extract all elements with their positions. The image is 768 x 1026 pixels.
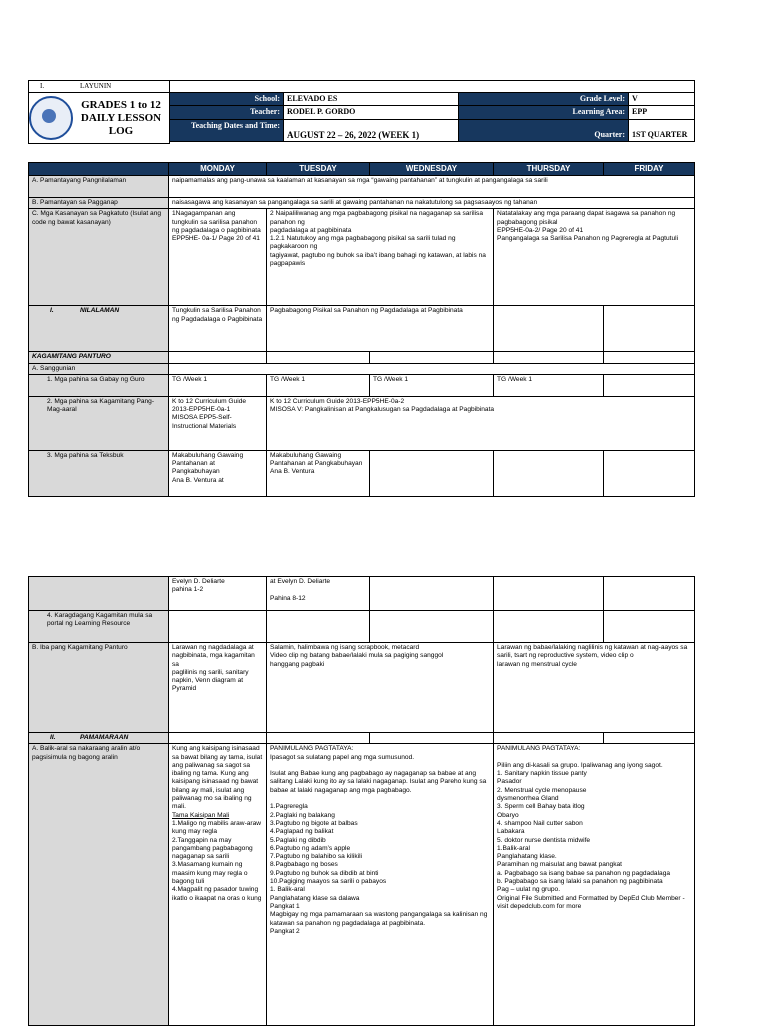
area-label: Learning Area: [459,106,629,119]
iba-pang-kagamitan-tue-wed: Salamin, halimbawa ng isang scrapbook, metacard Video clip ng batang babae/lalaki mula sa pagiging sanggol hanggang pagbaki [267,643,494,733]
nilalaman-tue-wed: Pagbabagong Pisikal sa Panahon ng Pagdadalaga at Pagbibinata [267,306,494,352]
teksbuk-cont-tuesday: at Evelyn D. Deliarte Pahina 8-12 [267,577,370,611]
day-friday: FRIDAY [604,163,695,176]
balik-aral-monday-intro: Kung ang kaisipang isinasaad sa bawat bilang ay tama, isulat ang paliwanag sa sagot sa ibaling ng tama. Kung ang kaisipang isinasaad ng bawat bilang ay mali, isulat ang paliwanag mo sa ibaling ng mali. [172,745,263,811]
area-value: EPP [629,106,695,119]
teksbuk-tuesday: Makabuluhang Gawaing Pantahanan at Pangkabuhayan Ana B. Ventura [267,450,370,496]
lesson-log-page-2 [0,576,768,1026]
grade-label: Grade Level: [459,93,629,106]
balik-aral-monday [169,744,267,1026]
kasanayan-label: C. Mga Kasanayan sa Pagkatuto (Isulat ang code ng bawat kasanayan) [29,209,169,306]
gabay-guro-thursday: TG /Week 1 [494,374,604,396]
title-line1: GRADES 1 to 12 [81,98,161,111]
balik-aral-thursday-items: 1. Sanitary napkin tissue panty Pasador 2. Menstrual cycle menopause dysmenorrhea Gland 3. Sperm cell Bahay bata itlog Obaryo 4. shampoo Nail cutter sabon Labakara 5. doktor nurse dentista midwife [497,770,591,844]
kasanayan-monday: 1Nagagampanan ang tungkulin sa sarilisa panahon ng pagdadalaga o pagbibinata EPP5HE- 0a-1/ Page 20 of 41 [169,209,267,306]
nilalaman-label: I. NILALAMAN [29,306,169,352]
balik-aral-thursday-intro: PANIMULANG PAGTATAYA: Piliin ang di-kasali sa grupo. Ipaliwanag ang iyong sagot. [497,745,663,769]
teksbuk-label: 3. Mga pahina sa Teksbuk [29,450,169,496]
day-wednesday: WEDNESDAY [370,163,494,176]
lesson-log-page-1 [0,80,768,497]
kasanayan-tue-wed: 2 Naipaliliwanag ang mga pagbabagong pisikal na nagaganap sa sarilisa panahon ng pagdadalaga at pagbibinata 1.2.1 Natutukoy ang mga pagbabagong pisikal sa sarili tulad ng pagkakaroon ng tagiyawat, pagtubo ng buhok sa iba’t ibang bahagi ng katawan, at labis na pagpapawis [267,209,494,306]
day-monday: MONDAY [169,163,267,176]
kagamitang-mag-aaral-rest: K to 12 Curriculum Guide 2013-EPP5HE-0a-2 MISOSA V: Pangkalinisan at Pangkalusugan sa Pagdadalaga at Pagbibinata [267,396,695,450]
balik-aral-thursday-tail: 1.Balik-aral Panglahatang klase. Paramihan ng maisulat ang bawat pangkat a. Pagbabago sa isang babae sa panahon ng pagdadalaga b. Pagbabago sa isang lalaki sa panahon ng pagbibinata Pag – uulat ng grupo. Original File Submitted and Formatted by DepEd Club Member - visit depedclub.com for more [497,844,685,910]
pamantayang-pangnilalaman-label: A. Pamantayang Pangnilalaman [29,176,169,198]
dates-value: AUGUST 22 – 26, 2022 (WEEK 1) [284,119,459,141]
karagdagang-kagamitan-label: 4. Karagdagang Kagamitan mula sa portal ng Learning Resource [29,611,169,643]
quarter-label: Quarter: [459,119,629,141]
layunin-row: I. LAYUNIN [29,81,170,93]
kagamitang-panturo-label: KAGAMITANG PANTURO [29,352,169,363]
pamantayan-pagganap-label: B. Pamantayan sa Pagganap [29,198,169,209]
header-table [28,80,695,144]
day-thursday: THURSDAY [494,163,604,176]
teksbuk-cont-monday: Evelyn D. Deliarte pahina 1-2 [169,577,267,611]
lesson-table-continued [28,576,695,1026]
balik-aral-monday-items: 1.Maligo ng mabilis araw-araw kung may regla 2.Tanggapin na may pangambang pagbabagong nagaganap sa sarili 3.Masamang kumain ng maasim kung may regla o bagong tuli 4.Magpalit ng pasador tuwing ikatlo o ikaapat na oras o kung [172,819,262,902]
pamantayang-pangnilalaman-text: naipamamalas ang pang-unawa sa kaalaman at kasanayan sa mga “gawaing pantahanan” at tungkulin at pangangalaga sa sarili [169,176,695,198]
balik-aral-thursday [494,744,695,1026]
gabay-guro-label: 1. Mga pahina sa Gabay ng Guro [29,374,169,396]
gabay-guro-tuesday: TG /Week 1 [267,374,370,396]
teacher-value: RODEL P. GORDO [284,106,459,119]
iba-pang-kagamitan-label: B. Iba pang Kagamitang Panturo [29,643,169,733]
school-value: ELEVADO ES [284,93,459,106]
balik-aral-label: A. Balik-aral sa nakaraang aralin at/o pagsisimula ng bagong aralin [29,744,169,1026]
grade-value: V [629,93,695,106]
lesson-table [28,162,695,497]
dates-label: Teaching Dates and Time: [170,119,284,141]
day-tuesday: TUESDAY [267,163,370,176]
gabay-guro-monday: TG /Week 1 [169,374,267,396]
balik-aral-tue-wed: PANIMULANG PAGTATAYA: Ipasagot sa sulatang papel ang mga sumusunod. Isulat ang Babae kung ang pagbabago ay nagaganap sa babae at ang salitang Lalaki kung ito ay sa lalaki nagaganap. Isulat ang Pareho kung sa babae at lalaki nagaganap ang mga pagbabago. 1.Pagreregla 2.Paglaki ng balakang 3.Pagtubo ng bigote at balbas 4.Paglapad ng balikat 5.Paglaki ng dibdib 6.Pagtubo ng adam’s apple 7.Pagtubo ng balahibo sa kilikili 8.Pagbabago ng boses 9.Pagtubo ng buhok sa dibdib at binti 10.Pagiging maayos sa sarili o pabayos 1. Balik-aral Panglahatang klase sa dalawa Pangkat 1 Magbigay ng mga pamamaraan sa wastong pangangalaga sa kalinisan ng katawan sa panahon ng pagdadalaga at pagbibinata. Pangkat 2 [267,744,494,1026]
teacher-label: Teacher: [170,106,284,119]
kasanayan-thursday: Natatalakay ang mga paraang dapat isagawa sa panahon ng pagbabagong pisikal EPP5HE-0a-2/ Page 20 of 41 Pangangalaga sa Sarilisa Panahon ng Pagreregla at Pagtutuli [494,209,695,306]
kagamitang-mag-aaral-label: 2. Mga pahina sa Kagamitang Pang-Mag-aaral [29,396,169,450]
quarter-value: 1ST QUARTER [629,119,695,141]
teksbuk-monday: Makabuluhang Gawaing Pantahanan at Pangkabuhayan Ana B. Ventura at [169,450,267,496]
deped-seal-icon [29,96,73,140]
logo-title-cell [29,93,170,144]
kagamitang-mag-aaral-monday: K to 12 Curriculum Guide 2013-EPP5HE-0a-1 MISOSA EPP5-Self-Instructional Materials [169,396,267,450]
nilalaman-monday: Tungkulin sa Sarilisa Panahon ng Pagdadalaga o Pagbibinata [169,306,267,352]
iba-pang-kagamitan-monday: Larawan ng nagdadalaga at nagbibinata, mga kagamitan sa paglilinis ng sarili, sanitary napkin, Venn diagram at Pyramid [169,643,267,733]
balik-aral-monday-columns: Tama Kaisipan Mali [172,811,230,819]
pamantayan-pagganap-text: naisasagawa ang kasanayan sa pangangalaga sa sarili at gawaing pantahanan na nakatutulong sa pagsasaayos ng tahanan [169,198,695,209]
pamamaraan-label: II. PAMAMARAAN [29,733,169,744]
gabay-guro-wednesday: TG /Week 1 [370,374,494,396]
sanggunian-label: A. Sanggunian [29,363,169,374]
school-label: School: [170,93,284,106]
title-line2: DAILY LESSON LOG [80,111,162,137]
iba-pang-kagamitan-thursday: Larawan ng babae/lalaking naglilinis ng katawan at nag-aayos sa sarili, tsart ng reproductive system, video clip o larawan ng menstrual cycle [494,643,695,733]
